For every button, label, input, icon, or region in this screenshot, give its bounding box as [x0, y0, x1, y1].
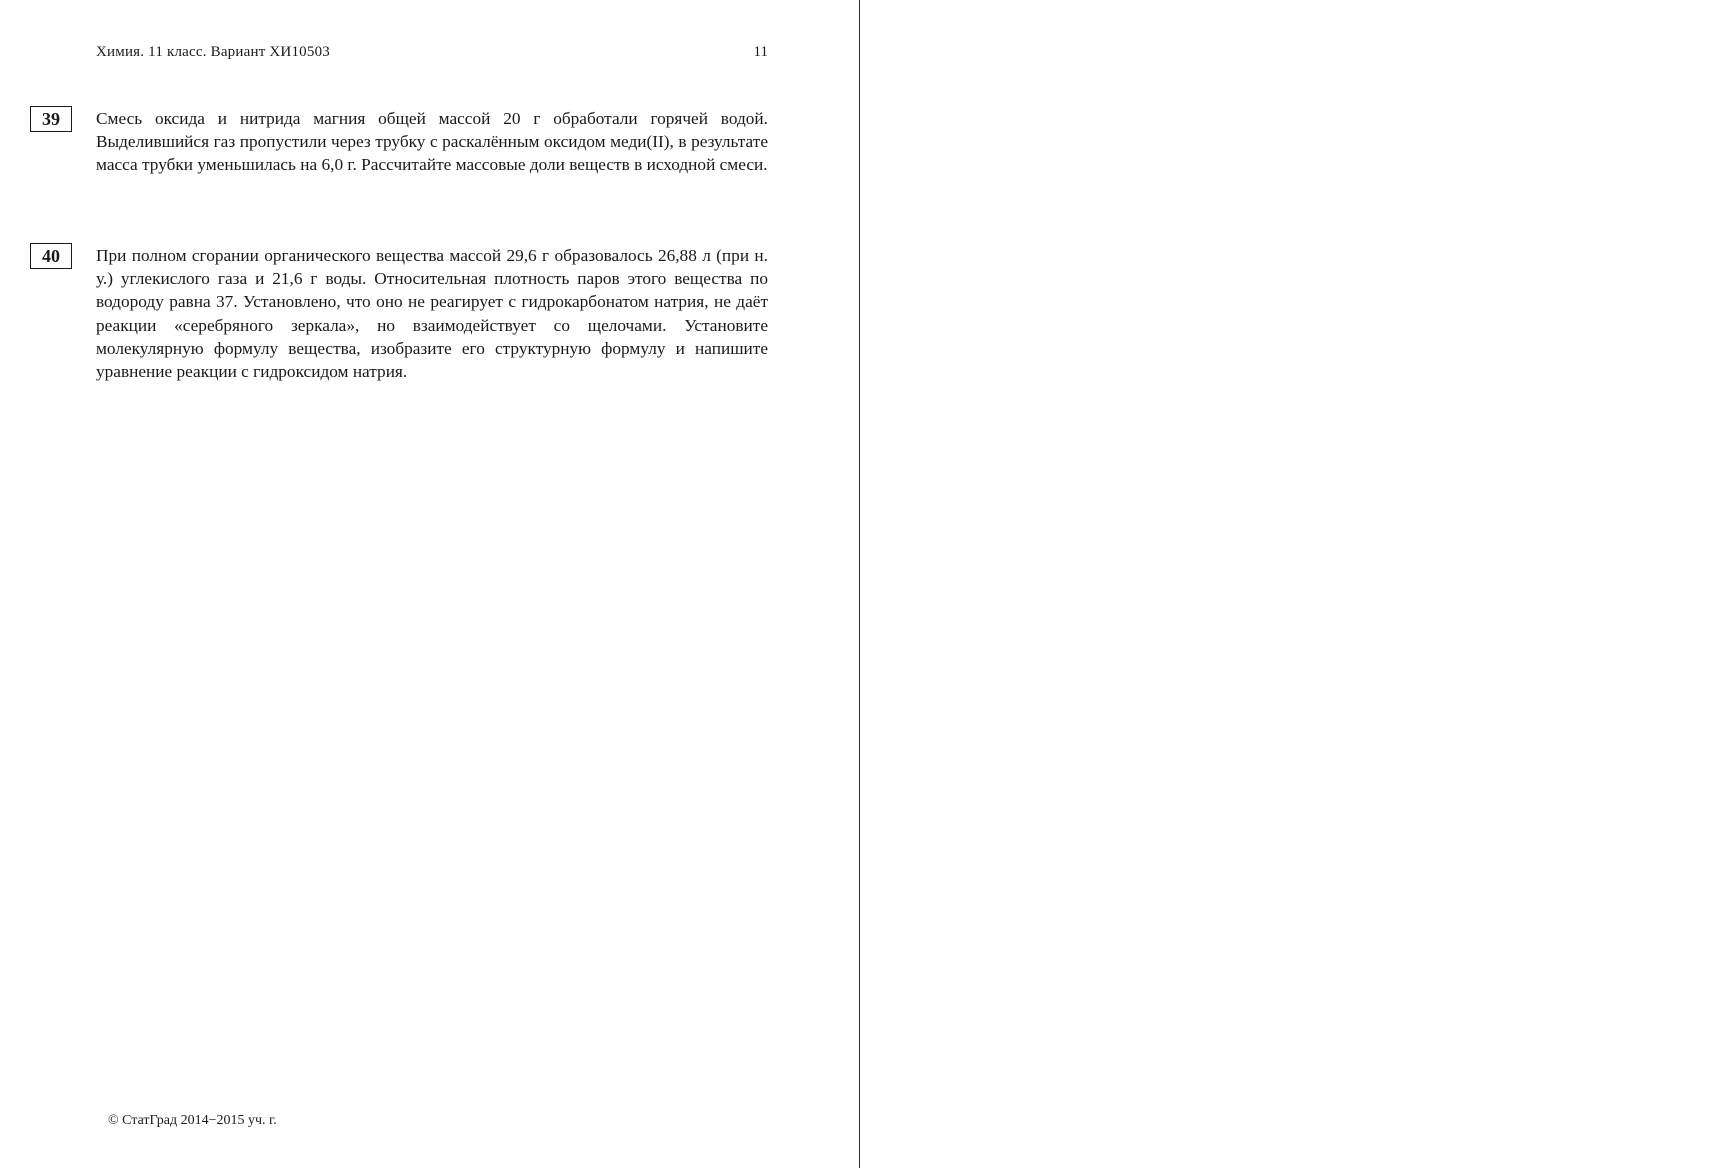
page-number: 11 — [753, 44, 768, 60]
right-page-blank — [860, 0, 1716, 1168]
task-text: Смесь оксида и нитрида магния общей массой 20 г обработали горячей водой. Выделившийся газ пропустили через трубку с раскалённым оксидом меди(II), в результате масса трубки уменьшилась на 6,0 г. Рассчитайте массовые доли веществ в исходной смеси. — [96, 109, 768, 175]
task-number-box: 40 — [30, 243, 72, 269]
footer-copyright: © СтатГрад 2014−2015 уч. г. — [108, 1113, 277, 1128]
task-text: При полном сгорании органического вещества массой 29,6 г образовалось 26,88 л (при н. у.) углекислого газа и 21,6 г воды. Относительная плотность паров этого вещества по водороду равна 37. Установлено, что оно не реагирует с гидрокарбонатом натрия, не даёт реакции «серебряного зеркала», но взаимодействует со щелочами. Установите молекулярную формулу вещества, изобразите его структурную формулу и напишите уравнение реакции с гидроксидом натрия. — [96, 246, 768, 382]
page-header-title: Химия. 11 класс. Вариант ХИ10503 — [96, 44, 330, 60]
task-number-box: 39 — [30, 106, 72, 132]
